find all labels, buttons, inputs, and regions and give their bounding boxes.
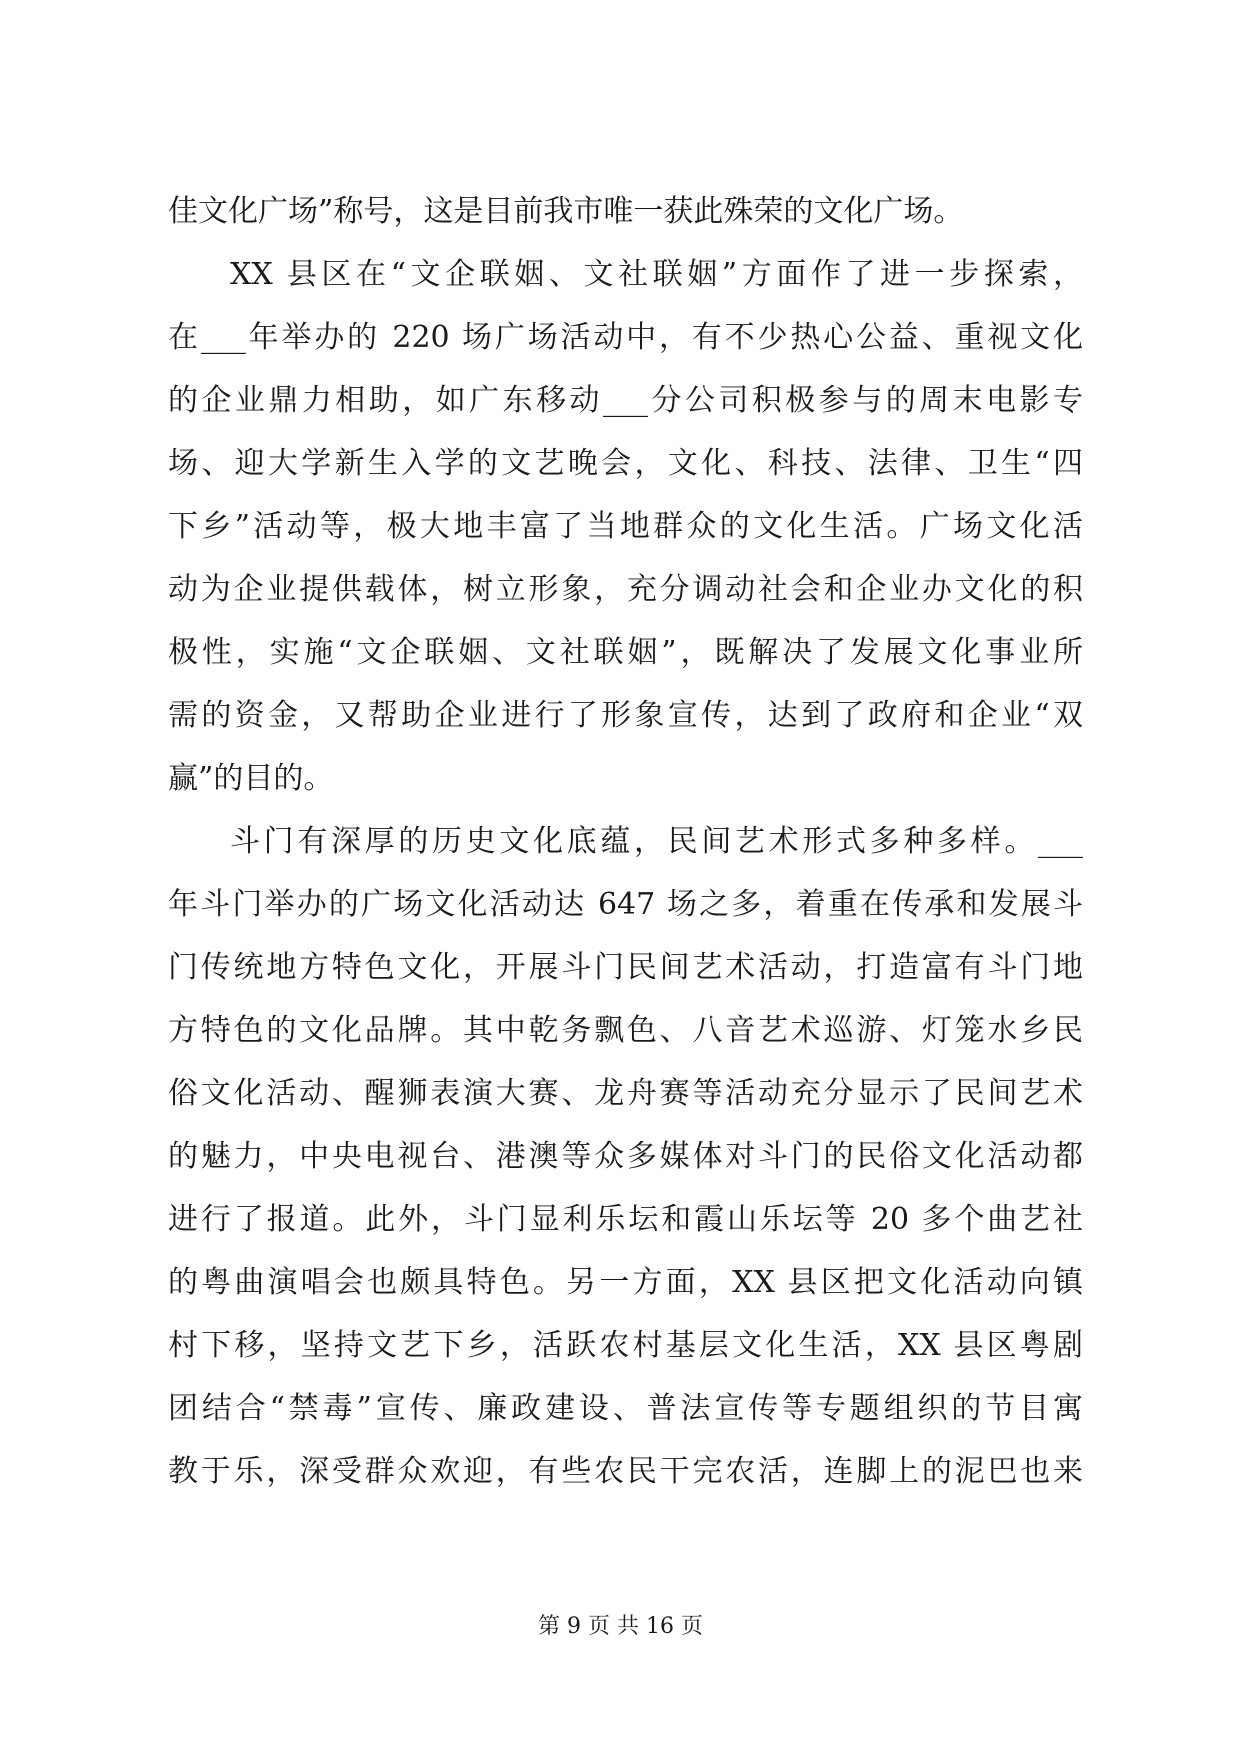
text-line: 的粤曲演唱会也颇具特色。另一方面，XX 县区把文化活动向镇: [168, 1265, 1083, 1300]
text-line: 在___年举办的 220 场广场活动中，有不少热心公益、重视文化: [168, 320, 1083, 355]
text-line: 年斗门举办的广场文化活动达 647 场之多，着重在传承和发展斗: [168, 887, 1083, 922]
text-line: 进行了报道。此外，斗门显利乐坛和霞山乐坛等 20 多个曲艺社: [168, 1202, 1083, 1237]
text-line: XX 县区在“文企联姻、文社联姻”方面作了进一步探索，: [230, 257, 1083, 292]
text-line: 需的资金，又帮助企业进行了形象宣传，达到了政府和企业“双: [168, 698, 1083, 733]
text-line: 教于乐，深受群众欢迎，有些农民干完农活，连脚上的泥巴也来: [168, 1454, 1083, 1489]
page-number-footer: 第 9 页 共 16 页: [538, 1614, 703, 1639]
document-body: [168, 180, 1083, 1503]
text-line: 极性，实施“文企联姻、文社联姻”，既解决了发展文化事业所: [168, 635, 1083, 670]
text-line: 方特色的文化品牌。其中乾务飘色、八音艺术巡游、灯笼水乡民: [168, 1013, 1083, 1048]
text-line: 村下移，坚持文艺下乡，活跃农村基层文化生活，XX 县区粤剧: [168, 1328, 1083, 1363]
text-line: 赢”的目的。: [168, 761, 334, 796]
text-line: 斗门有深厚的历史文化底蕴，民间艺术形式多种多样。___: [230, 824, 1083, 859]
text-line: 的魅力，中央电视台、港澳等众多媒体对斗门的民俗文化活动都: [168, 1139, 1083, 1174]
text-line: 俗文化活动、醒狮表演大赛、龙舟赛等活动充分显示了民间艺术: [168, 1076, 1083, 1111]
paragraph: [168, 810, 1083, 1503]
text-line: 门传统地方特色文化，开展斗门民间艺术活动，打造富有斗门地: [168, 950, 1083, 985]
text-line: 动为企业提供载体，树立形象，充分调动社会和企业办文化的积: [168, 572, 1083, 607]
text-line: 佳文化广场”称号，这是目前我市唯一获此殊荣的文化广场。: [168, 194, 964, 229]
text-line: 团结合“禁毒”宣传、廉政建设、普法宣传等专题组织的节目寓: [168, 1391, 1083, 1426]
text-line: 场、迎大学新生入学的文艺晚会，文化、科技、法律、卫生“四: [168, 446, 1083, 481]
text-line: 下乡”活动等，极大地丰富了当地群众的文化生活。广场文化活: [168, 509, 1083, 544]
text-line: 的企业鼎力相助，如广东移动___分公司积极参与的周末电影专: [168, 383, 1083, 418]
paragraph: [168, 243, 1083, 810]
paragraph: [168, 180, 1083, 243]
